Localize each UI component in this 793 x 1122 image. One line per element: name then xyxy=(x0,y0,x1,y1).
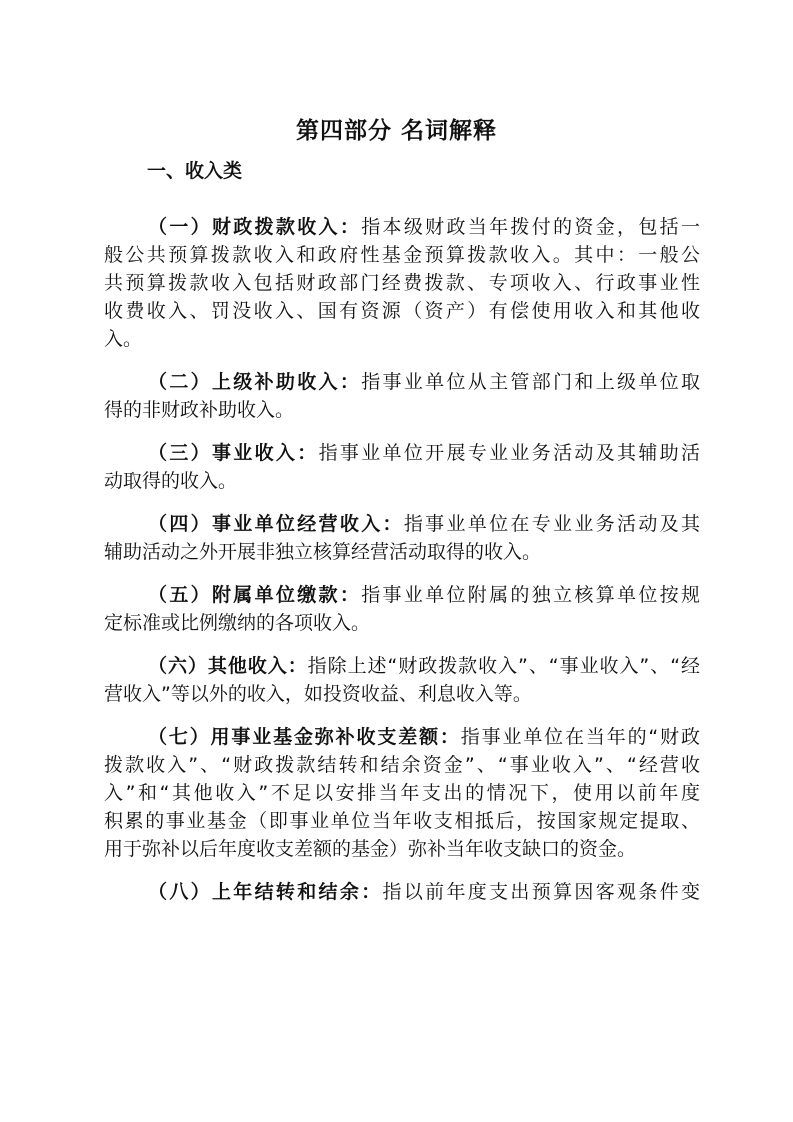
paragraph-line: 辅助活动之外开展非独立核算经营活动取得的收入。 xyxy=(104,541,542,563)
paragraph-line xyxy=(104,581,700,609)
section-heading: 一、收入类 xyxy=(147,160,243,182)
definition-paragraph xyxy=(104,581,700,637)
definition-text: 指以前年度支出预算因客观条件变 xyxy=(382,881,700,903)
definition-text: 指本级财政当年拨付的资金，包括一 xyxy=(361,216,700,238)
definition-text: 指事业单位从主管部门和上级单位取 xyxy=(361,371,700,393)
definition-text: 指事业单位附属的独立核算单位按规 xyxy=(361,584,700,606)
definition-term: （三）事业收入： xyxy=(148,442,319,464)
paragraph-line: 收费收入、罚没收入、国有资源（资产）有偿使用收入和其他收 xyxy=(104,300,700,322)
definition-term: （五）附属单位缴款： xyxy=(148,584,362,606)
definition-text: 指事业单位在当年的“财政 xyxy=(460,726,700,748)
definition-paragraph xyxy=(104,213,700,353)
paragraph-line: 用于弥补以后年度收支差额的基金）弥补当年收支缺口的资金。 xyxy=(104,838,637,860)
definition-text: 指事业单位开展专业业务活动及其辅助活 xyxy=(318,442,700,464)
definition-term: （一）财政拨款收入： xyxy=(148,216,362,238)
paragraph-line: 入。 xyxy=(104,328,143,350)
paragraph-line xyxy=(104,723,700,751)
paragraph-line xyxy=(104,510,700,538)
definition-term: （八）上年结转和结余： xyxy=(148,881,383,903)
paragraph-line: 定标准或比例缴纳的各项收入。 xyxy=(104,612,371,634)
definition-paragraph xyxy=(104,878,700,906)
definition-term: （七）用事业基金弥补收支差额： xyxy=(148,726,461,748)
paragraph-line xyxy=(104,368,700,396)
definition-paragraph xyxy=(104,510,700,566)
paragraph-line: 共预算拨款收入包括财政部门经费拨款、专项收入、行政事业性 xyxy=(104,272,700,294)
definition-term: （二）上级补助收入： xyxy=(148,371,362,393)
paragraph-line: 动取得的收入。 xyxy=(104,470,238,492)
definition-paragraph xyxy=(104,368,700,424)
paragraph-line: 积累的事业基金（即事业单位当年收支相抵后，按国家规定提取、 xyxy=(104,810,700,832)
page-title: 第四部分 名词解释 xyxy=(295,118,497,144)
paragraph-line: 得的非财政补助收入。 xyxy=(104,399,295,421)
paragraph-line xyxy=(104,439,700,467)
paragraph-line xyxy=(104,213,700,241)
paragraph-line xyxy=(104,878,700,906)
definition-term: （六）其他收入： xyxy=(148,655,308,677)
definition-text: 指除上述“财政拨款收入”、“事业收入”、“经 xyxy=(307,655,700,677)
paragraph-line: 入”和“其他收入”不足以安排当年支出的情况下，使用以前年度 xyxy=(104,782,700,804)
document-body xyxy=(104,213,700,921)
definition-paragraph xyxy=(104,439,700,495)
paragraph-line xyxy=(104,652,700,680)
definition-paragraph xyxy=(104,652,700,708)
definition-text: 指事业单位在专业业务活动及其 xyxy=(403,513,700,535)
paragraph-line: 般公共预算拨款收入和政府性基金预算拨款收入。其中：一般公 xyxy=(104,244,700,266)
definition-term: （四）事业单位经营收入： xyxy=(148,513,404,535)
paragraph-line: 拨款收入”、“财政拨款结转和结余资金”、“事业收入”、“经营收 xyxy=(104,754,700,776)
definition-paragraph xyxy=(104,723,700,863)
paragraph-line: 营收入”等以外的收入，如投资收益、利息收入等。 xyxy=(104,683,532,705)
